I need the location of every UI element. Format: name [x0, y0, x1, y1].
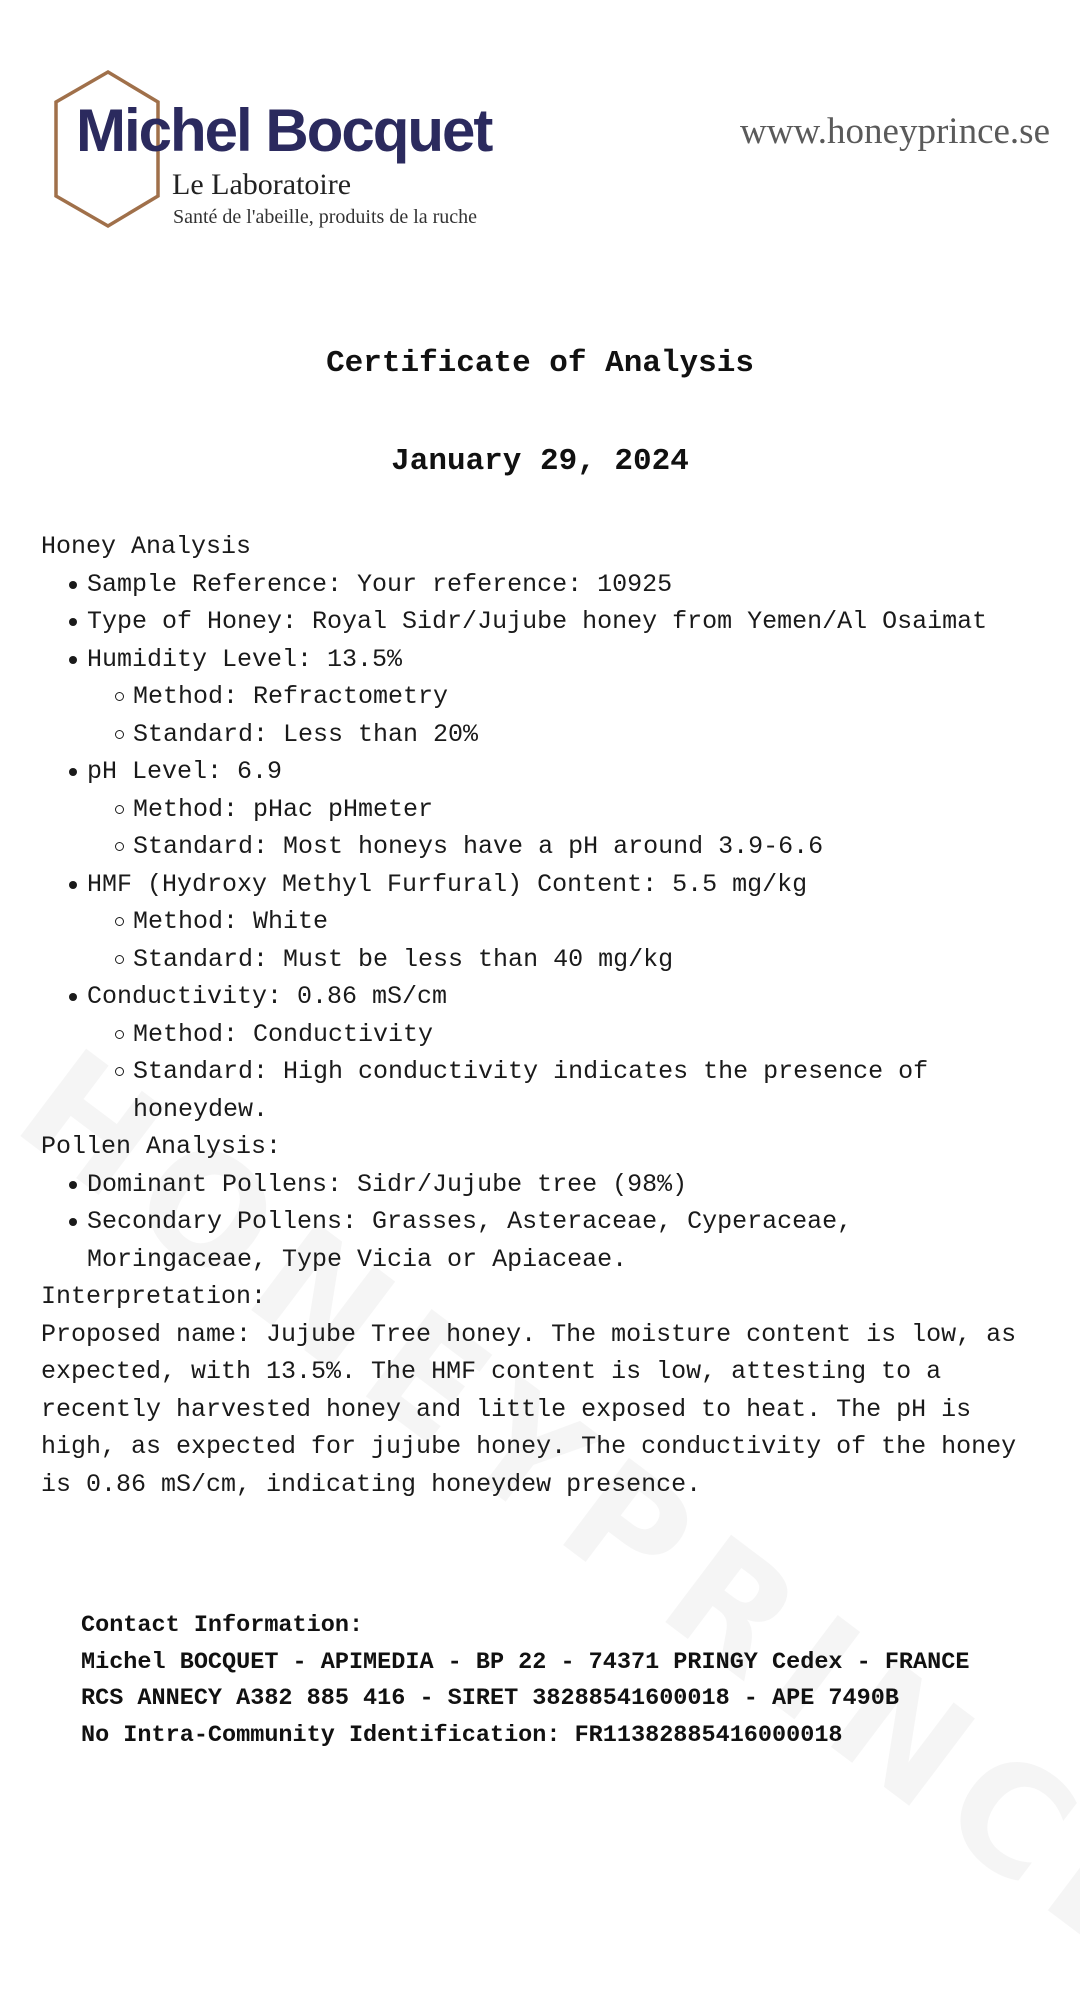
sub-list-item: Method: White	[87, 903, 1051, 941]
contact-vat-id: No Intra-Community Identification: FR11382885416000018	[81, 1721, 843, 1749]
logo-tagline: Santé de l'abeille, produits de la ruche	[173, 206, 478, 228]
sub-list-item: Standard: High conductivity indicates the presence of honeydew.	[87, 1053, 1051, 1128]
logo-name: Michel Bocquet	[76, 97, 492, 164]
honey-analysis-heading: Honey Analysis	[41, 532, 252, 561]
contact-address: Michel BOCQUET - APIMEDIA - BP 22 - 74371 PRINGY Cedex - FRANCE	[81, 1648, 970, 1676]
analysis-content	[41, 528, 1051, 1503]
sub-list-item: Standard: Most honeys have a pH around 3.9-6.6	[87, 828, 1051, 866]
contact-registration: RCS ANNECY A382 885 416 - SIRET 38288541600018 - APE 7490B	[81, 1685, 899, 1712]
list-item	[41, 603, 1051, 641]
pollen-analysis-heading: Pollen Analysis:	[41, 1132, 282, 1161]
humidity-level: Humidity Level: 13.5%	[87, 644, 403, 674]
document-title: Certificate of Analysis	[326, 346, 754, 381]
list-item	[41, 866, 1051, 979]
list-item: Secondary Pollens: Grasses, Asteraceae, Cyperaceae, Moringaceae, Type Vicia or Apiaceae.	[41, 1203, 1051, 1278]
letterhead	[0, 0, 1080, 260]
logo-subtitle: Le Laboratoire	[172, 168, 352, 201]
sub-list-item: Method: Conductivity	[87, 1016, 1051, 1054]
humidity-details	[87, 678, 1051, 753]
contact-information	[81, 1608, 969, 1754]
honey-type: Type of Honey: Royal Sidr/Jujube honey from Yemen/Al Osaimat	[87, 607, 988, 636]
sub-list-item: Standard: Must be less than 40 mg/kg	[87, 941, 1051, 979]
ph-details	[87, 791, 1051, 866]
contact-heading: Contact Information:	[81, 1612, 364, 1639]
sub-list-item: Method: Refractometry	[87, 678, 1051, 716]
laboratory-logo	[50, 60, 530, 240]
pollen-analysis-list	[41, 1166, 1051, 1279]
conductivity-details	[87, 1016, 1051, 1129]
honey-analysis-list	[41, 566, 1051, 1129]
conductivity: Conductivity: 0.86 mS/cm	[87, 982, 448, 1011]
list-item	[41, 753, 1051, 866]
list-item	[41, 978, 1051, 1128]
list-item: Dominant Pollens: Sidr/Jujube tree (98%)	[41, 1166, 1051, 1204]
interpretation-text: Proposed name: Jujube Tree honey. The moisture content is low, as expected, with 13.5%. The HMF content is low, attesting to a recently harvested honey and little exposed to heat. The pH is high, as expected for jujube honey. The conductivity of the honey is 0.86 mS/cm, indicating honeydew presence.	[41, 1319, 1017, 1499]
list-item	[41, 566, 1051, 604]
list-item	[41, 641, 1051, 754]
hmf-details	[87, 903, 1051, 978]
sample-reference: Sample Reference: Your reference: 10925	[87, 569, 673, 599]
document-date: January 29, 2024	[391, 444, 689, 479]
hmf-content: HMF (Hydroxy Methyl Furfural) Content: 5.5 mg/kg	[87, 869, 808, 899]
sub-list-item: Standard: Less than 20%	[87, 716, 1051, 754]
sub-list-item: Method: pHac pHmeter	[87, 791, 1051, 829]
ph-level: pH Level: 6.9	[87, 757, 283, 786]
interpretation-heading: Interpretation:	[41, 1282, 267, 1311]
website-url: www.honeyprince.se	[740, 111, 1050, 152]
